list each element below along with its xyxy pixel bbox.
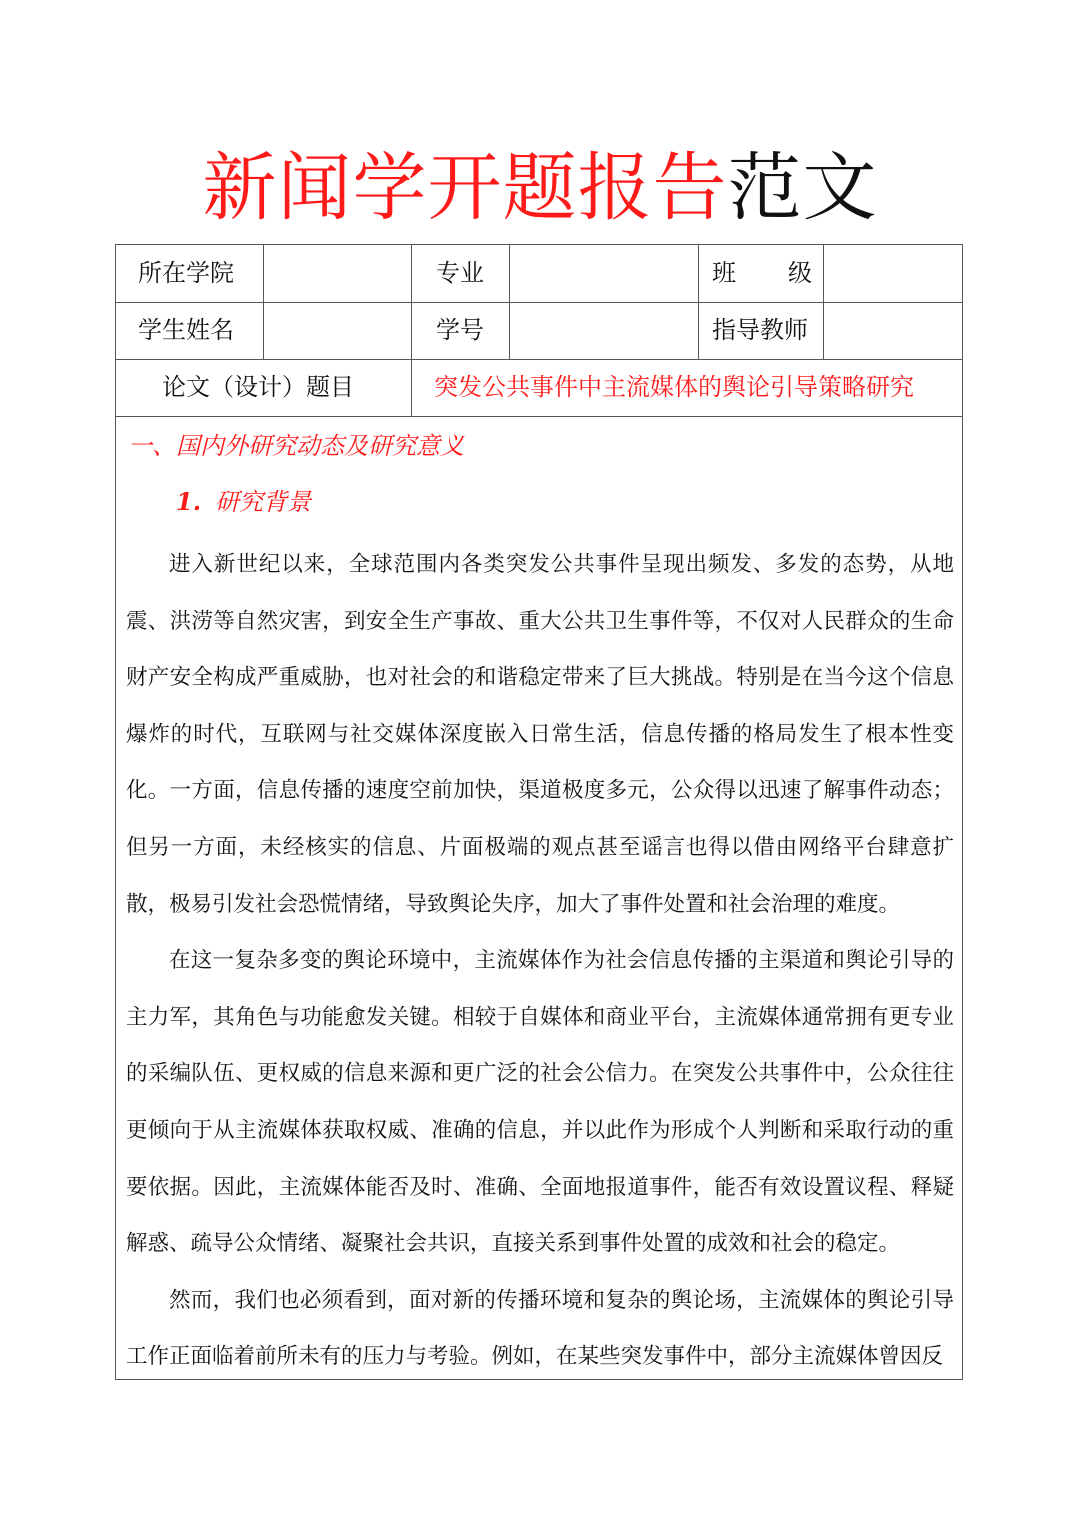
class-label-first-char: 班 xyxy=(712,259,736,287)
thesis-topic-label: 论文（设计）题目 xyxy=(162,373,354,401)
subsection-title xyxy=(176,487,311,517)
paragraph: 在这一复杂多变的舆论环境中，主流媒体作为社会信息传播的主渠道和舆论引导的主力军，其角色与功能愈发关键。相较于自媒体和商业平台，主流媒体通常拥有更专业的采编队伍、更权威的信息来源和更广泛的社会公信力。在突发公共事件中，公众往往更倾向于从主流媒体获取权威、准确的信息，并以此作为形成个人判断和采取行动的重要依据。因此，主流媒体能否及时、准确、全面地报道事件，能否有效设置议程、释疑解惑、疏导公众情绪、凝聚社会共识，直接关系到事件处置的成效和社会的稳定。 xyxy=(126,948,954,1257)
column-divider xyxy=(411,245,412,416)
advisor-label: 指导教师 xyxy=(712,316,808,344)
document-title xyxy=(0,142,1080,234)
row-divider xyxy=(116,359,962,360)
column-divider xyxy=(823,245,824,359)
column-divider xyxy=(698,245,699,359)
column-divider xyxy=(263,245,264,359)
subsection-title-text: 研究背景 xyxy=(215,488,312,516)
paragraph: 然而，我们也必须看到，面对新的传播环境和复杂的舆论场，主流媒体的舆论引导工作正面临着前所未有的压力与考验。例如，在某些突发事件中，部分主流媒体曾因反 xyxy=(126,1287,954,1370)
row-divider xyxy=(116,416,962,417)
body-text xyxy=(126,537,954,1386)
row-divider xyxy=(116,302,962,303)
class-label-second-char: 级 xyxy=(788,259,812,287)
student-name-label: 学生姓名 xyxy=(138,316,234,344)
section-title: 一、国内外研究动态及研究意义 xyxy=(128,432,464,460)
subsection-number: 1. xyxy=(176,487,202,516)
title-black-part: 范文 xyxy=(727,145,878,231)
major-label: 专业 xyxy=(436,259,484,287)
student-id-label: 学号 xyxy=(436,316,484,344)
paragraph: 进入新世纪以来，全球范围内各类突发公共事件呈现出频发、多发的态势，从地震、洪涝等自然灾害，到安全生产事故、重大公共卫生事件等，不仅对人民群众的生命财产安全构成严重威胁，也对社会的和谐稳定带来了巨大挑战。特别是在当今这个信息爆炸的时代，互联网与社交媒体深度嵌入日常生活，信息传播的格局发生了根本性变化。一方面，信息传播的速度空前加快，渠道极度多元，公众得以迅速了解事件动态；但另一方面，未经核实的信息、片面极端的观点甚至谣言也得以借由网络平台肆意扩散，极易引发社会恐慌情绪，导致舆论失序，加大了事件处置和社会治理的难度。 xyxy=(126,552,954,917)
column-divider xyxy=(509,245,510,359)
title-red-part: 新闻学开题报告 xyxy=(202,145,728,231)
college-label: 所在学院 xyxy=(138,259,234,287)
proposal-form-table xyxy=(115,244,963,1380)
thesis-topic-value[interactable]: 突发公共事件中主流媒体的舆论引导策略研究 xyxy=(434,373,914,401)
